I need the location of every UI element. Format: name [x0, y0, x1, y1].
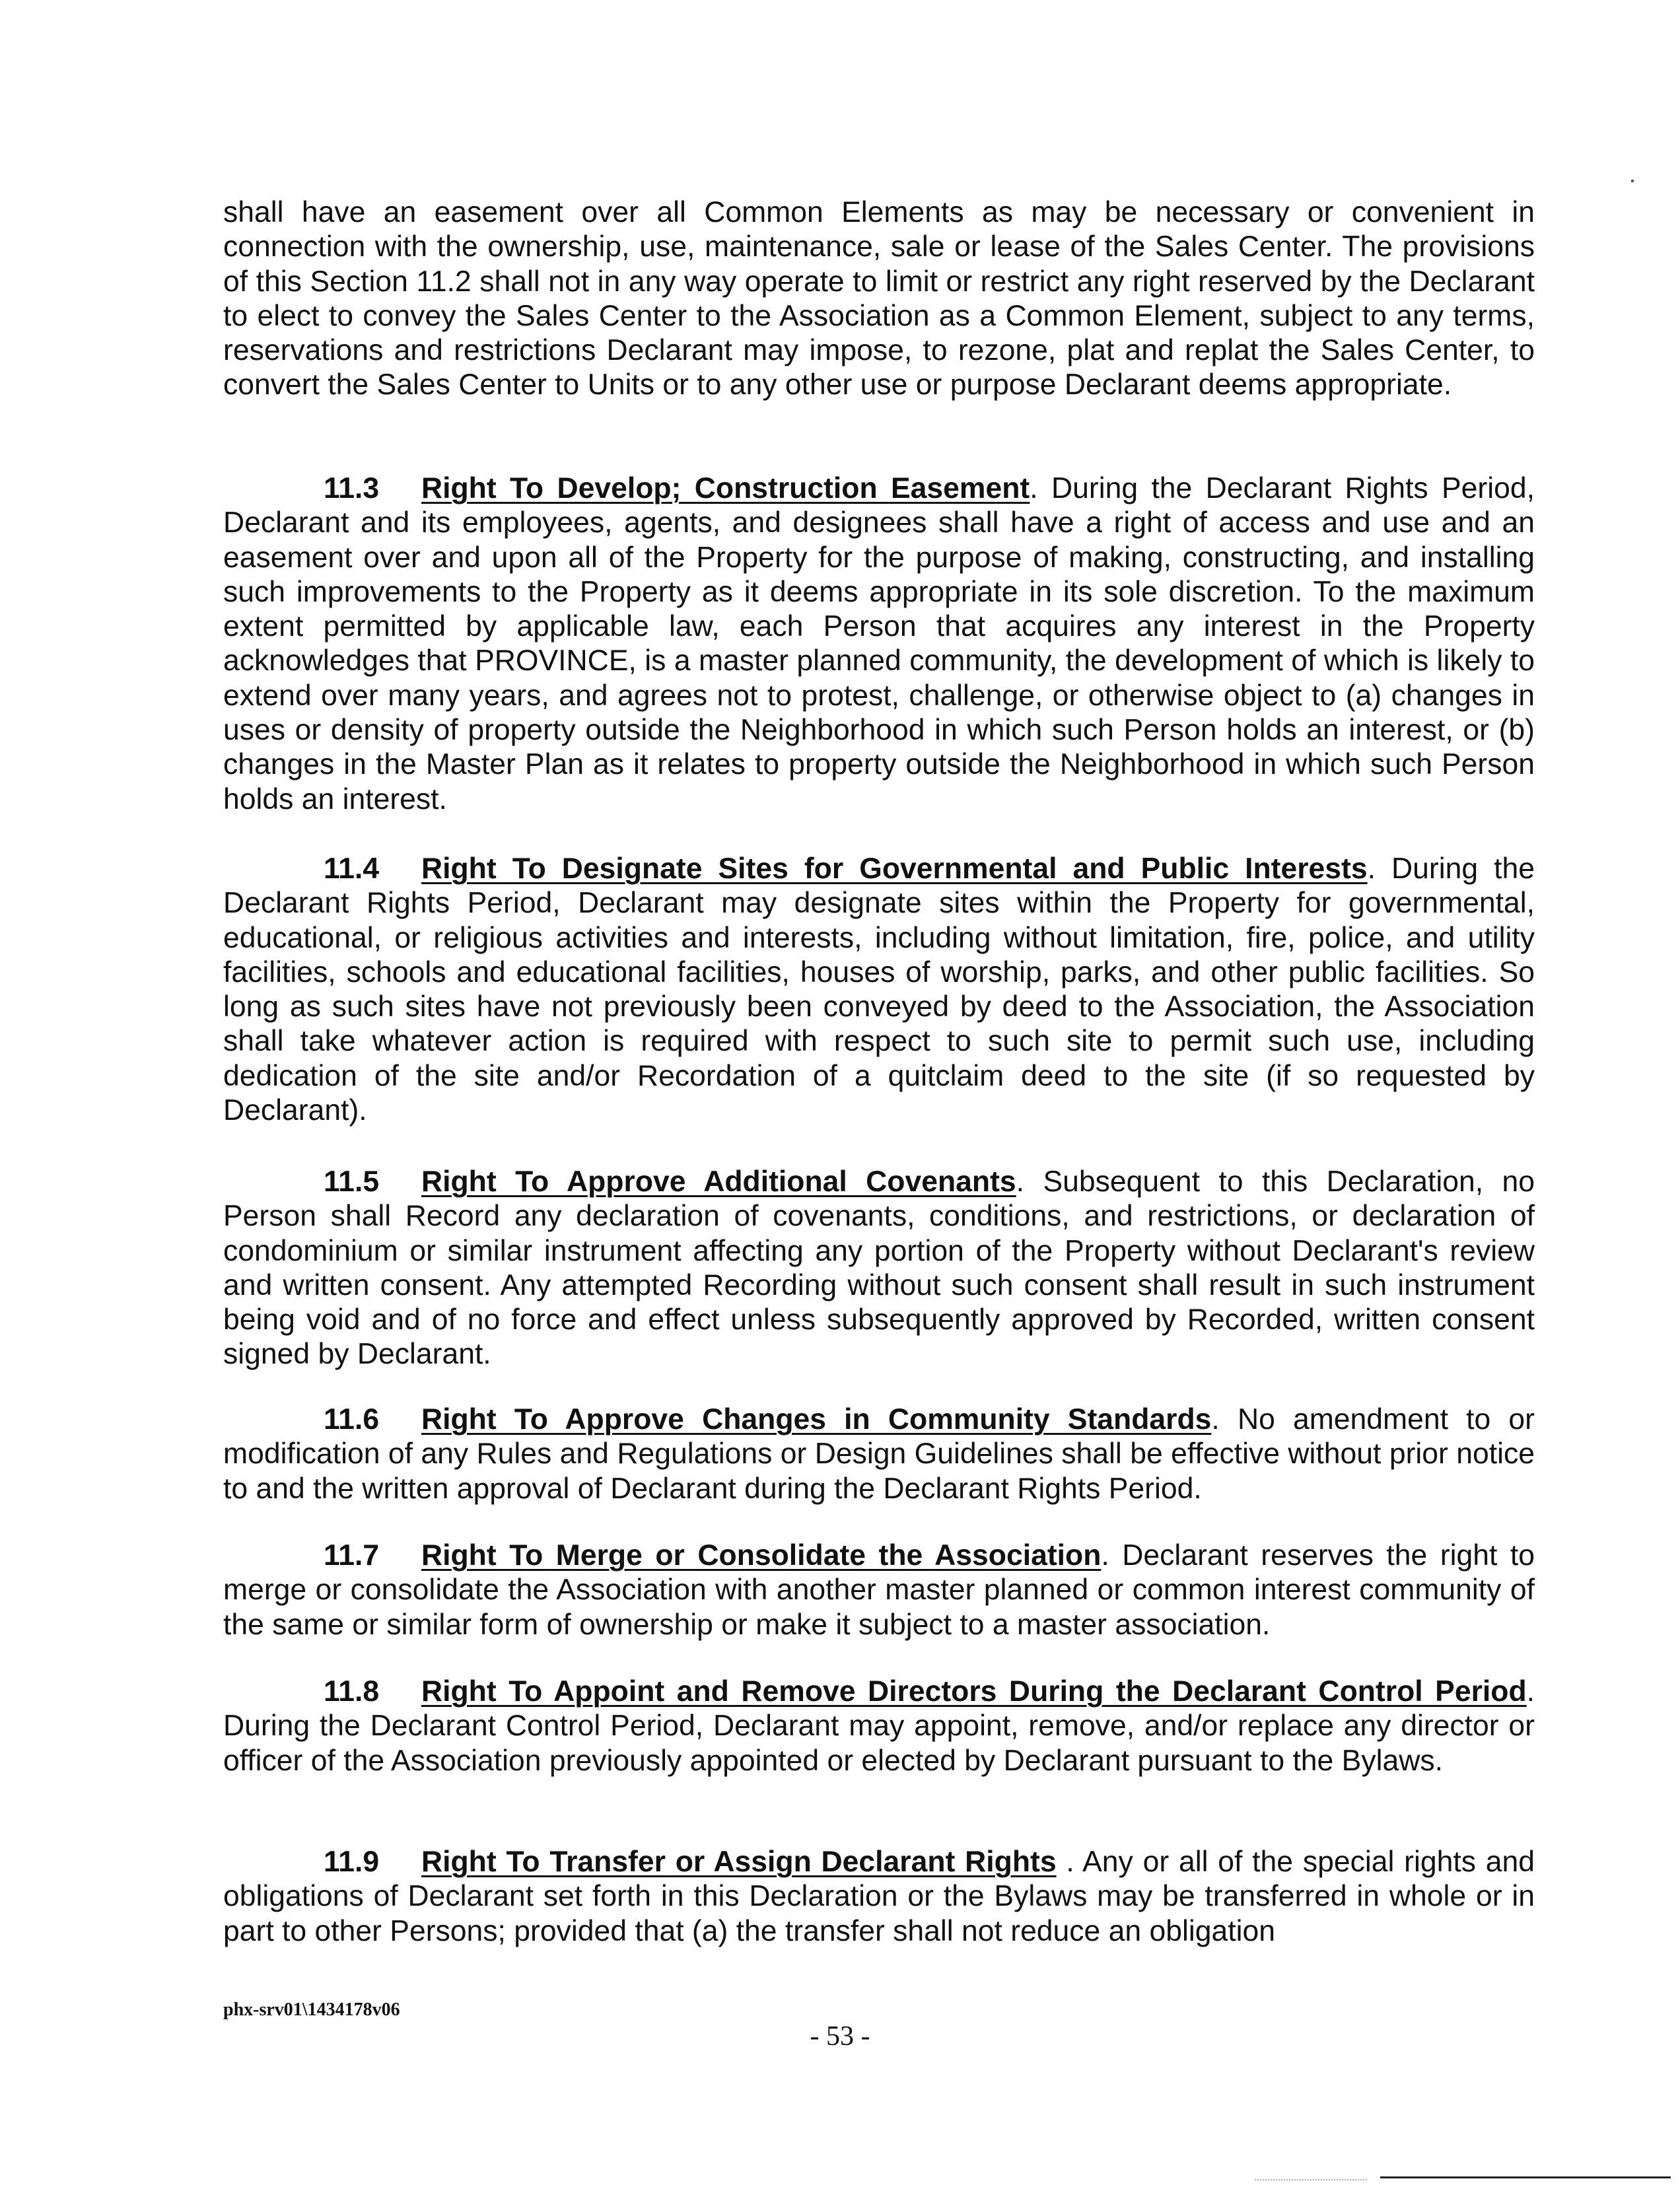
- section-11-9: [223, 1845, 1535, 1949]
- section-11-8: [223, 1675, 1535, 1778]
- section-number: 11.8: [324, 1675, 380, 1708]
- section-number: 11.9: [324, 1846, 380, 1878]
- paragraph-continuation: shall have an easement over all Common Elements as may be necessary or convenient in connection with the ownership, use, maintenance, sale or lease of the Sales Center. The provisions of this Section 11.2 shall not in any way operate to limit or restrict any right reserved by the Declarant to elect to convey the Sales Center to the Association as a Common Element, subject to any terms, reservations and restrictions Declarant may impose, to rezone, plat and replat the Sales Center, to convert the Sales Center to Units or to any other use or purpose Declarant deems appropriate.: [223, 196, 1535, 401]
- section-number: 11.5: [324, 1165, 380, 1198]
- page-number: - 53 -: [810, 2021, 870, 2052]
- section-body: During the Declarant Control Period, Declarant may appoint, remove, and/or replace any director or officer of the Association previously appointed or elected by Declarant pursuant to the Bylaws.: [223, 1710, 1535, 1777]
- section-heading: Right To Merge or Consolidate the Association: [421, 1539, 1102, 1572]
- section-body: Subsequent to this Declaration, no Person shall Record any declaration of covenants, conditions, and restrictions, or declaration of condominium or similar instrument affecting any portion of the Property without Declarant's review and written consent. Any attempted Recording without such consent shall result in such instrument being void and of no force and effect unless subsequently approved by Recorded, written consent signed by Declarant.: [223, 1165, 1535, 1371]
- section-heading: Right To Transfer or Assign Declarant Rights: [421, 1846, 1057, 1878]
- section-number: 11.6: [324, 1403, 380, 1436]
- section-11-3: [223, 471, 1535, 817]
- section-body: Declarant reserves the right to merge or consolidate the Association with another master planned or common interest community of the same or similar form of ownership or make it subject to a master association.: [223, 1539, 1535, 1641]
- heading-punct: .: [1101, 1539, 1109, 1572]
- section-heading: Right To Approve Additional Covenants: [421, 1165, 1016, 1198]
- section-11-6: [223, 1403, 1535, 1506]
- document-id: phx-srv01\1434178v06: [223, 1999, 400, 2020]
- section-heading: Right To Develop; Construction Easement: [421, 472, 1030, 504]
- scan-speck: [1631, 180, 1634, 182]
- section-body: No amendment to or modification of any Rules and Regulations or Design Guidelines shall be effective without prior notice to and the written approval of Declarant during the Declarant Rights Period.: [223, 1403, 1535, 1505]
- section-heading: Right To Approve Changes in Community Standards: [421, 1403, 1212, 1436]
- scan-artifact-rule: [1380, 2176, 1671, 2178]
- section-body: During the Declarant Rights Period, Declarant and its employees, agents, and designees shall have a right of access and use and an easement over and upon all of the Property for the purpose of making, constructing, and installing such improvements to the Property as it deems appropriate in its sole discretion. To the maximum extent permitted by applicable law, each Person that acquires any interest in the Property acknowledges that PROVINCE, is a master planned community, the development of which is likely to extend over many years, and agrees not to protest, challenge, or otherwise object to (a) changes in uses or density of property outside the Neighborhood in which such Person holds an interest, or (b) changes in the Master Plan as it relates to property outside the Neighborhood in which such Person holds an interest.: [223, 472, 1535, 816]
- section-number: 11.3: [324, 472, 380, 504]
- scan-artifact-dots: [1255, 2179, 1367, 2180]
- section-heading: Right To Designate Sites for Governmental and Public Interests: [421, 852, 1368, 885]
- heading-punct: .: [1367, 852, 1376, 885]
- heading-punct: .: [1030, 472, 1038, 504]
- section-11-4: [223, 852, 1535, 1128]
- heading-punct: .: [1016, 1165, 1025, 1198]
- section-11-5: [223, 1165, 1535, 1372]
- section-11-7: [223, 1539, 1535, 1642]
- heading-punct: .: [1056, 1846, 1074, 1878]
- section-number: 11.7: [324, 1539, 380, 1572]
- section-body: During the Declarant Rights Period, Declarant may designate sites within the Property for governmental, educational, or religious activities and interests, including without limitation, fire, police, and utility facilities, schools and educational facilities, houses of worship, parks, and other public facilities. So long as such sites have not previously been conveyed by deed to the Association, the Association shall take whatever action is required with respect to such site to permit such use, including dedication of the site and/or Recordation of a quitclaim deed to the site (if so requested by Declarant).: [223, 852, 1535, 1127]
- section-number: 11.4: [324, 852, 380, 885]
- section-heading: Right To Appoint and Remove Directors During the Declarant Control Period: [421, 1675, 1527, 1708]
- heading-punct: .: [1526, 1675, 1535, 1708]
- section-body: Any or all of the special rights and obligations of Declarant set forth in this Declaration or the Bylaws may be transferred in whole or in part to other Persons; provided that (a) the transfer shall not reduce an obligation: [223, 1846, 1535, 1947]
- heading-punct: .: [1211, 1403, 1220, 1436]
